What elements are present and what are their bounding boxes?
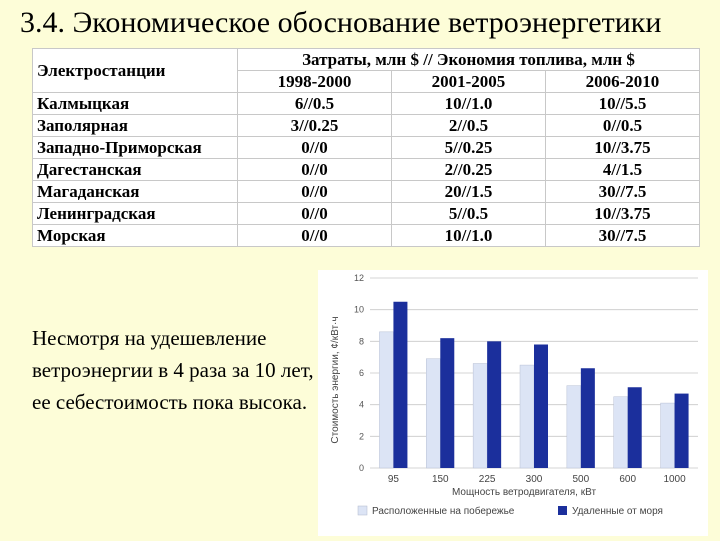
bar-inland [393, 302, 407, 468]
legend-label-inland: Удаленные от моря [572, 506, 663, 517]
table-cell: 10//5.5 [545, 93, 699, 115]
bar-inland [628, 387, 642, 468]
table-cell: 30//7.5 [545, 225, 699, 247]
station-name: Заполярная [33, 115, 238, 137]
column-header-station: Электростанции [33, 49, 238, 93]
bar-inland [487, 341, 501, 468]
bar-coastal [614, 397, 628, 468]
table-cell: 0//0 [238, 181, 392, 203]
table-cell: 3//0.25 [238, 115, 392, 137]
table-cell: 0//0 [238, 159, 392, 181]
bar-inland [675, 394, 689, 468]
table-cell: 10//1.0 [391, 93, 545, 115]
table-cell: 2//0.25 [391, 159, 545, 181]
table-cell: 5//0.25 [391, 137, 545, 159]
table-row [33, 159, 700, 181]
legend-swatch-inland [558, 506, 567, 515]
chart-legend [358, 505, 663, 517]
x-axis-label: Мощность ветродвигателя, кВт [451, 487, 597, 498]
column-header-period: 2006-2010 [545, 71, 699, 93]
bar-coastal [473, 364, 487, 469]
table-cell: 0//0.5 [545, 115, 699, 137]
station-name: Ленинградская [33, 203, 238, 225]
table-row [33, 181, 700, 203]
table-cell: 0//0 [238, 137, 392, 159]
table-cell: 0//0 [238, 203, 392, 225]
y-tick-label: 6 [358, 368, 364, 378]
y-tick-label: 0 [358, 463, 364, 473]
station-name: Магаданская [33, 181, 238, 203]
station-name: Морская [33, 225, 238, 247]
table-cell: 4//1.5 [545, 159, 699, 181]
bar-chart [318, 270, 708, 536]
column-header-period: 2001-2005 [391, 71, 545, 93]
x-tick-label: 600 [619, 474, 637, 485]
y-tick-label: 8 [358, 336, 364, 347]
y-tick-label: 2 [358, 431, 364, 442]
bar-inland [534, 345, 548, 469]
y-tick-label: 10 [353, 304, 364, 315]
table-cell: 0//0 [238, 225, 392, 247]
table-cell: 10//3.75 [545, 137, 699, 159]
y-tick-label: 12 [353, 273, 364, 283]
slide-title: 3.4. Экономическое обоснование ветроэнергетики [20, 6, 662, 39]
bar-inland [440, 338, 454, 468]
y-axis-label: Стоимость энергии, ¢/кВт·ч [330, 316, 341, 444]
bar-coastal [520, 365, 534, 468]
y-tick-label: 4 [358, 399, 364, 410]
table-cell: 5//0.5 [391, 203, 545, 225]
slide-note: Несмотря на удешевление ветроэнергии в 4 раза за 10 лет, ее себестоимость пока высока. [32, 326, 314, 414]
table-row [33, 115, 700, 137]
table-row [33, 137, 700, 159]
chart-panel [318, 270, 708, 536]
station-name: Дагестанская [33, 159, 238, 181]
table-cell: 20//1.5 [391, 181, 545, 203]
bar-coastal [426, 359, 440, 468]
table-row [33, 225, 700, 247]
station-name: Калмыцкая [33, 93, 238, 115]
bar-inland [581, 368, 595, 468]
bar-coastal [661, 403, 675, 468]
table-header-row [33, 49, 700, 71]
bar-coastal [379, 332, 393, 468]
table-cell: 2//0.5 [391, 115, 545, 137]
x-tick-label: 300 [525, 474, 543, 485]
chart-bars [379, 302, 688, 468]
table-cell: 10//3.75 [545, 203, 699, 225]
x-tick-label: 150 [431, 474, 449, 485]
column-header-period: 1998-2000 [238, 71, 392, 93]
legend-label-coastal: Расположенные на побережье [372, 506, 515, 517]
station-name: Западно-Приморская [33, 137, 238, 159]
legend-swatch-coastal [358, 506, 367, 515]
cost-table [32, 48, 700, 247]
table-row [33, 93, 700, 115]
bar-coastal [567, 386, 581, 468]
column-header-group: Затраты, млн $ // Экономия топлива, млн $ [238, 49, 700, 71]
x-tick-label: 225 [478, 474, 496, 485]
x-tick-label: 500 [572, 474, 590, 485]
x-tick-label: 95 [387, 474, 399, 485]
table-cell: 30//7.5 [545, 181, 699, 203]
table-row [33, 203, 700, 225]
x-tick-label: 1000 [663, 474, 686, 485]
table-cell: 10//1.0 [391, 225, 545, 247]
table-cell: 6//0.5 [238, 93, 392, 115]
